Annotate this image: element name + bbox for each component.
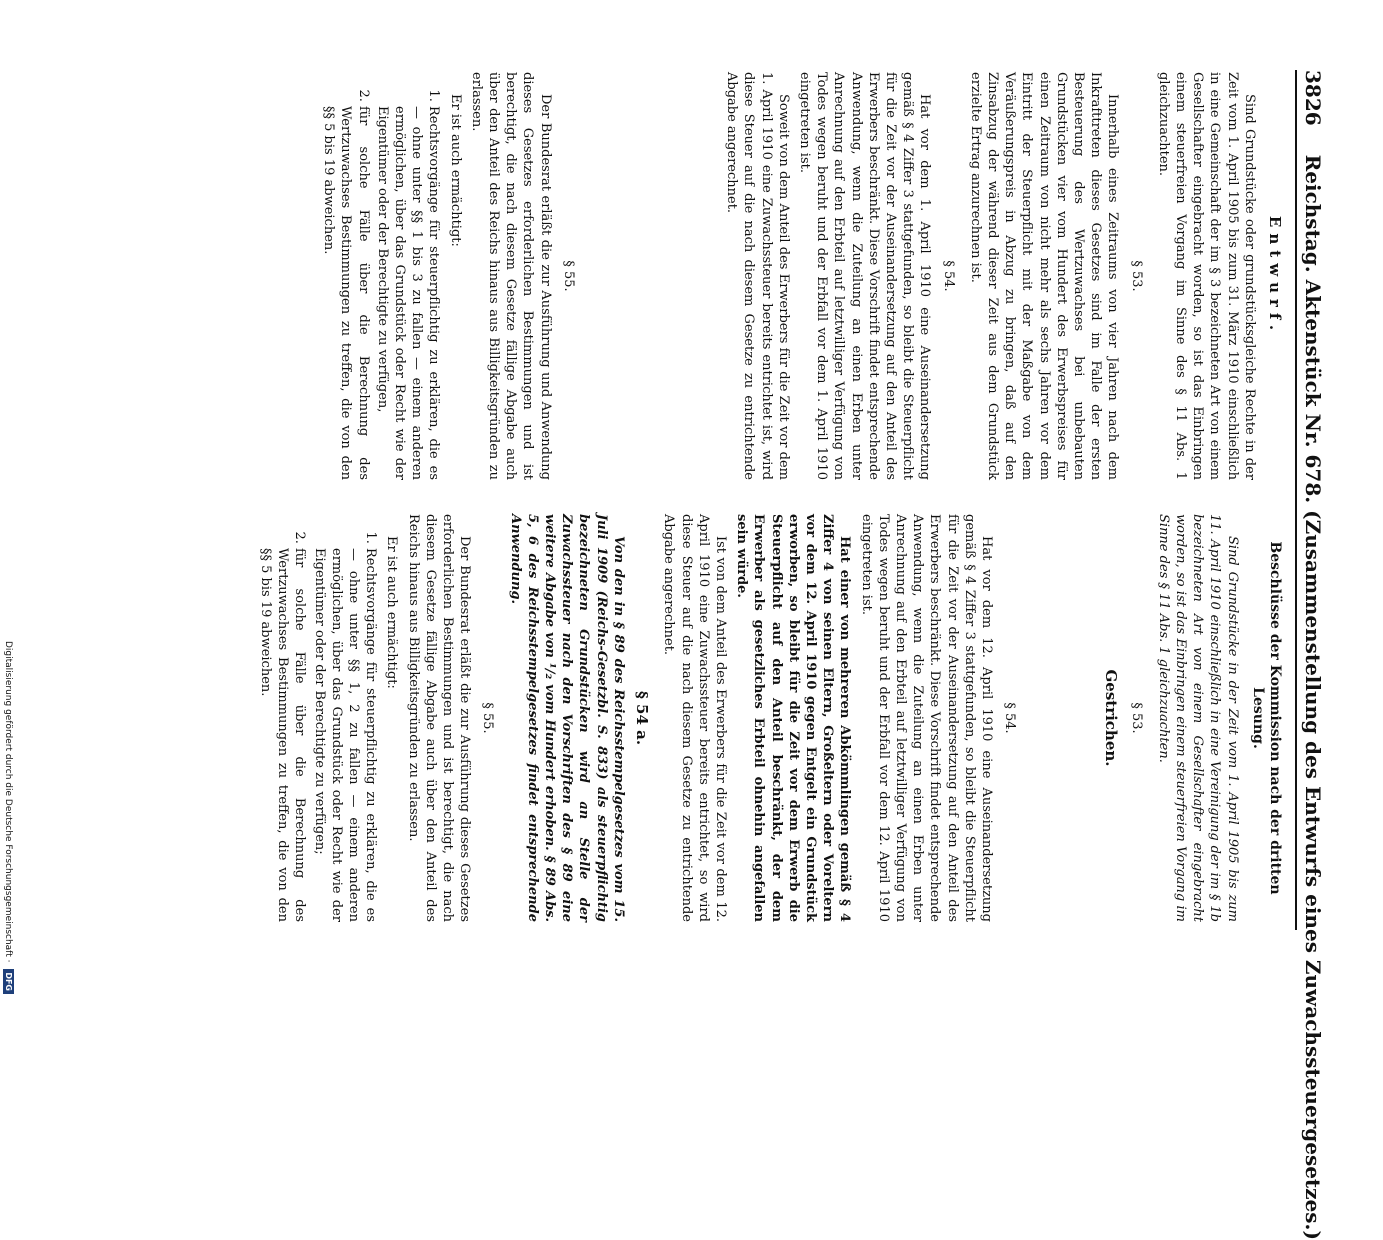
draft-section-55-text: Der Bundesrat erläßt die zur Ausführung und Anwendung dieses Gesetzes erforderlichen Bestimmungen und ist berechtigt, die nach diesem Gesetze fällige Abgabe auch über den Anteil des Reichs hinaus aus Billigkeitsgründen zu erlassen.	[468, 72, 553, 480]
footer-credit-text: Digitalisierung gefördert durch die Deutsche Forschungsgemeinschaft ·	[3, 640, 13, 963]
page-number: 3826	[1301, 70, 1325, 126]
draft-section-55-intro: Er ist auch ermächtigt:	[447, 94, 463, 247]
draft-intro-paragraph: Sind Grundstücke oder grundstücksgleiche Rechte in der Zeit vom 1. April 1905 bis zum 31. März 1910 einschließlich in eine Gemeinschaft der im § 3 bezeichneten Art von einem Gesellschafter eingebracht worden, so ist das Einbringen einem steuerfreien Vorgang im Sinne des § 11 Abs. 1 gleichzuachten.	[1155, 72, 1257, 480]
resolutions-section-53-heading: § 53.	[1128, 702, 1144, 734]
header-title: Reichstag. Aktenstück Nr. 678. (Zusammenstellung des Entwurfs eines Zuwachssteuergesetzes.)	[1301, 154, 1325, 1240]
resolutions-list-item-2: 2. für solche Fälle über die Berechnung des Wertzuwachses Bestimmungen zu treffen, die von den §§ 5 bis 19 abweichen.	[257, 548, 309, 922]
resolutions-section-55-heading: § 55.	[480, 702, 496, 734]
draft-list-item-1: 1. Rechtsvorgänge für steuerpflichtig zu erklären, die es — ohne unter §§ 1 bis 3 zu fallen — einem anderen ermöglichen, über das Grundstück oder Recht wie der Eigentümer oder der Berechtigte zu verfügen,	[374, 106, 443, 480]
digitization-footer	[0, 0, 14, 1000]
resolutions-list-item-1: 1. Rechtsvorgänge für steuerpflichtig zu erklären, die es — ohne unter §§ 1, 2 zu fallen — einem anderen ermöglichen, über das Grundstück oder Recht wie der Eigentümer oder der Berechtigte zu verfügen;	[310, 548, 379, 922]
resolutions-section-53-struck: Gestrichen.	[1102, 669, 1121, 767]
dfg-logo: DFG	[3, 969, 14, 994]
right-column-resolutions	[255, 514, 1287, 922]
resolutions-section-54-heading: § 54.	[1002, 702, 1018, 734]
draft-section-55-heading: § 55.	[560, 260, 576, 292]
resolutions-section-54-paragraph-2: Hat einer von mehreren Abkömmlingen gemäß § 4 Ziffer 4 von seinen Eltern, Großeltern oder Voreltern vor dem 12. April 1910 gegen Entgelt ein Grundstück erworben, so bleibt für die Zeit vor dem Erwerb die Steuerpflicht auf den Anteil beschränkt, der dem Erwerber als gesetzliches Erbteil ohnehin angefallen sein würde.	[734, 514, 853, 922]
draft-section-53-heading: § 53.	[1128, 260, 1144, 292]
resolutions-section-54a-heading: § 54 a.	[633, 690, 652, 746]
resolutions-intro-paragraph: Sind Grundstücke in der Zeit vom 1. April 1905 bis zum 11. April 1910 einschließlich in eine Vereinigung der im § 1b bezeichneten Art von einem Gesellschafter eingebracht worden, so ist das Einbringen einem steuerfreien Vorgang im Sinne des § 11 Abs. 1 gleichzuachten.	[1155, 514, 1240, 922]
resolutions-section-54-paragraph-1: Hat vor dem 12. April 1910 eine Auseinandersetzung gemäß § 4 Ziffer 3 stattgefunden, so bleibt die Steuerpflicht für die Zeit vor der Auseinandersetzung auf den Anteil des Erwerbers beschränkt. Diese Vorschrift findet entsprechende Anwendung, wenn die Zuteilung an einen Erben unter Anrechnung auf den Erbteil auf letztwilliger Verfügung von Todes wegen beruht und der Erbfall vor dem 12. April 1910 eingetreten ist.	[858, 514, 994, 922]
resolutions-section-55-intro: Er ist auch ermächtigt:	[384, 536, 400, 689]
resolutions-section-55-list	[257, 514, 379, 922]
draft-section-54-heading: § 54.	[940, 260, 956, 292]
draft-section-54-paragraph-2: Soweit von dem Anteil des Erwerbers für die Zeit vor dem 1. April 1910 eine Zuwachssteuer bereits entrichtet ist, wird diese Steuer auf die nach diesem Gesetze zu entrichtende Abgabe angerechnet.	[724, 72, 791, 480]
resolutions-section-54a-text: Von den in § 89 des Reichsstempelgesetzes vom 15. Juli 1909 (Reichs-Gesetzbl. S. 833) als steuerpflichtig bezeichneten Grundstücken wird an Stelle der Zuwachssteuer nach den Vorschriften des § 89 eine weitere Abgabe von ¹/₂ vom Hundert erhoben. § 89 Abs. 5, 6 des Reichsstempelgesetzes findet entsprechende Anwendung.	[507, 514, 626, 922]
draft-section-53-text: Innerhalb eines Zeitraums von vier Jahren nach dem Inkrafttreten dieses Gesetzes sind im Falle der ersten Besteuerung des Wertzuwachses bei unbebauten Grundstücken vier vom Hundert des Erwerbspreises für einen Zeitraum von nicht mehr als sechs Jahren vor dem Eintritt der Steuerpflicht mit der Maßgabe von dem Veräußerungspreis in Abzug zu bringen, daß auf den Zinsabzug der während dieser Zeit aus dem Grundstück erzielte Ertrag anzurechnen ist.	[967, 72, 1121, 480]
resolutions-section-54-paragraph-3: Ist von dem Anteil des Erwerbers für die Zeit vor dem 12. April 1910 eine Zuwachssteuer bereits entrichtet, so wird diese Steuer auf die nach diesem Gesetze zu entrichtende Abgabe angerechnet.	[661, 514, 728, 922]
resolutions-section-55-text: Der Bundesrat erläßt die zur Ausführung dieses Gesetzes erforderlichen Bestimmungen und ist berechtigt, die nach diesem Gesetze fällige Abgabe auch über den Anteil des Reichs hinaus aus Billigkeitsgründen zu erlassen.	[405, 514, 473, 922]
draft-section-55-list	[320, 72, 442, 480]
left-column-draft	[318, 72, 1287, 480]
page-header	[1295, 70, 1325, 1240]
draft-section-54-paragraph-1: Hat vor dem 1. April 1910 eine Auseinandersetzung gemäß § 4 Ziffer 3 stattgefunden, so bleibt die Steuerpflicht für die Zeit vor der Auseinandersetzung auf den Anteil des Erwerbers beschränkt. Diese Vorschrift findet entsprechende Anwendung, wenn die Zuteilung an einen Erben unter Anrechnung auf den Erbteil auf letztwilliger Verfügung von Todes wegen beruht und der Erbfall vor dem 1. April 1910 eingetreten ist.	[796, 72, 933, 480]
resolutions-title: Beschlüsse der Kommission nach der dritten Lesung.	[1249, 541, 1283, 895]
draft-title: Entwurf.	[1266, 215, 1284, 337]
draft-list-item-2: 2. für solche Fälle über die Berechnung des Wertzuwachses Bestimmungen zu treffen, die von den §§ 5 bis 19 abweichen.	[320, 106, 372, 480]
